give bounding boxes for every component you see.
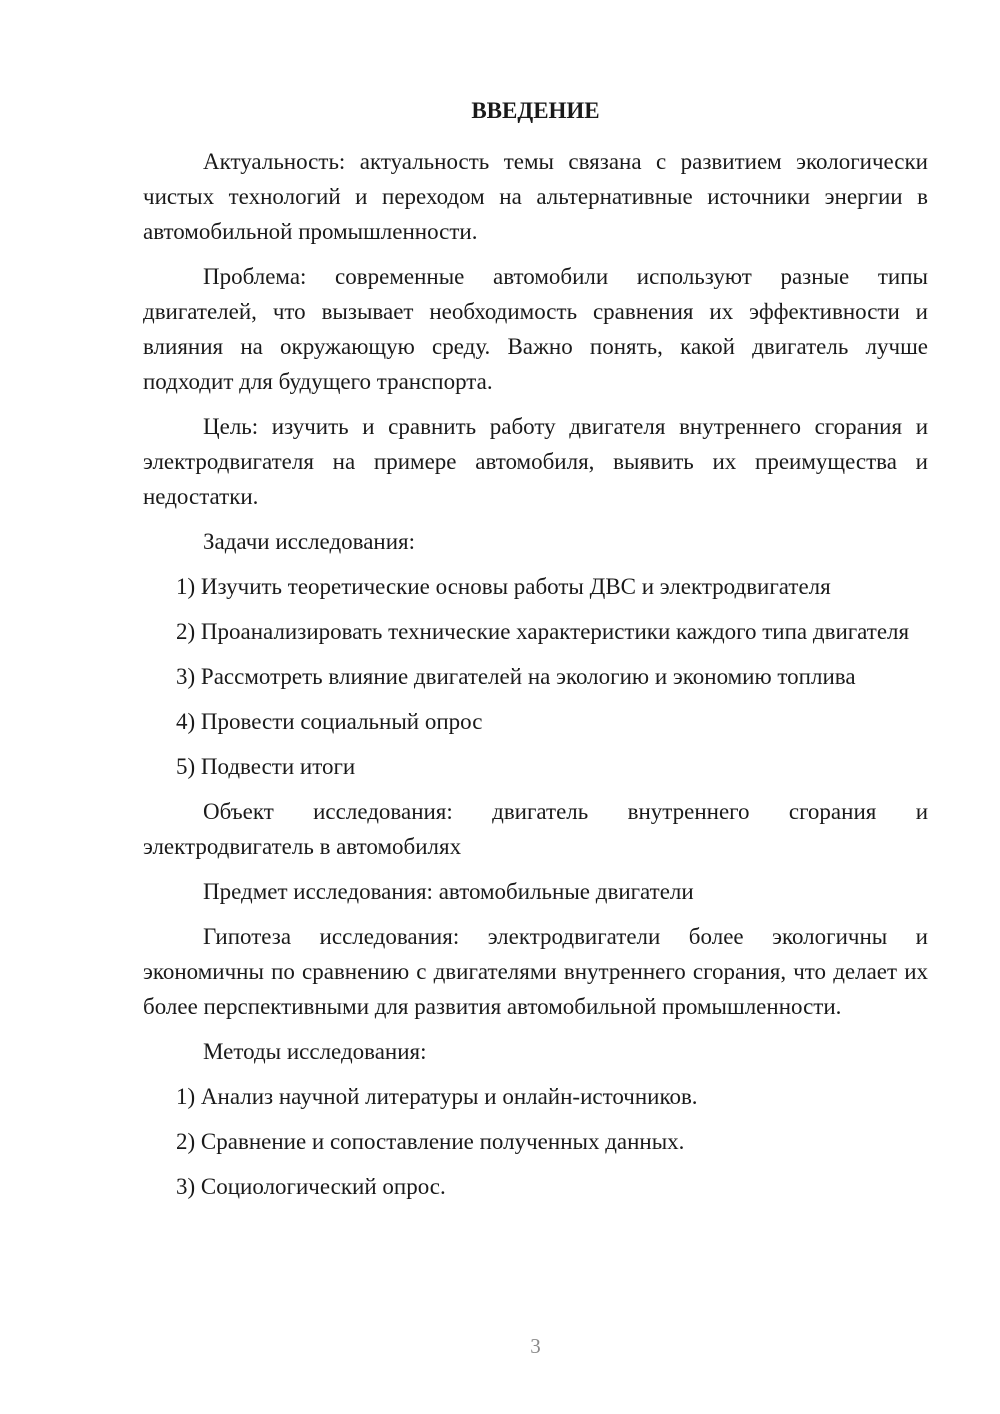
paragraph-relevance: Актуальность: актуальность темы связана с развитием экологически чистых технологий и переходом на альтернативные источники энергии в автомобильной промышленности. (143, 149, 928, 244)
paragraph-goal: Цель: изучить и сравнить работу двигателя внутреннего сгорания и электродвигателя на примере автомобиля, выявить их преимущества и недостатки. (143, 414, 928, 509)
paragraph-hypothesis: Гипотеза исследования: электродвигатели более экологичны и экономичны по сравнению с двигателями внутреннего сгорания, что делает их более перспективными для развития автомобильной промышленности. (143, 924, 928, 1019)
document-page (143, 0, 928, 1414)
paragraph-methods-heading: Методы исследования: (203, 1039, 427, 1064)
list-item-method-2: 2) Сравнение и сопоставление полученных данных. (176, 1129, 685, 1154)
page-number: 3 (530, 1334, 541, 1358)
list-item-task-2: 2) Проанализировать технические характеристики каждого типа двигателя (176, 619, 910, 644)
list-item-method-3: 3) Социологический опрос. (176, 1174, 446, 1199)
paragraph-tasks-heading: Задачи исследования: (203, 529, 416, 554)
paragraph-object: Объект исследования: двигатель внутреннего сгорания и электродвигатель в автомобилях (143, 799, 928, 859)
list-item-task-3: 3) Рассмотреть влияние двигателей на экологию и экономию топлива (176, 664, 856, 689)
list-item-method-1: 1) Анализ научной литературы и онлайн-источников. (176, 1084, 698, 1109)
document-body (143, 144, 928, 1214)
list-item-task-4: 4) Провести социальный опрос (176, 709, 483, 734)
list-item-task-1: 1) Изучить теоретические основы работы ДВС и электродвигателя (176, 574, 831, 599)
paragraph-problem: Проблема: современные автомобили используют разные типы двигателей, что вызывает необходимость сравнения их эффективности и влияния на окружающую среду. Важно понять, какой двигатель лучше подходит для будущего транспорта. (143, 264, 928, 394)
list-item-task-5: 5) Подвести итоги (176, 754, 356, 779)
paragraph-subject: Предмет исследования: автомобильные двигатели (203, 879, 694, 904)
page-title: ВВЕДЕНИЕ (471, 98, 600, 123)
